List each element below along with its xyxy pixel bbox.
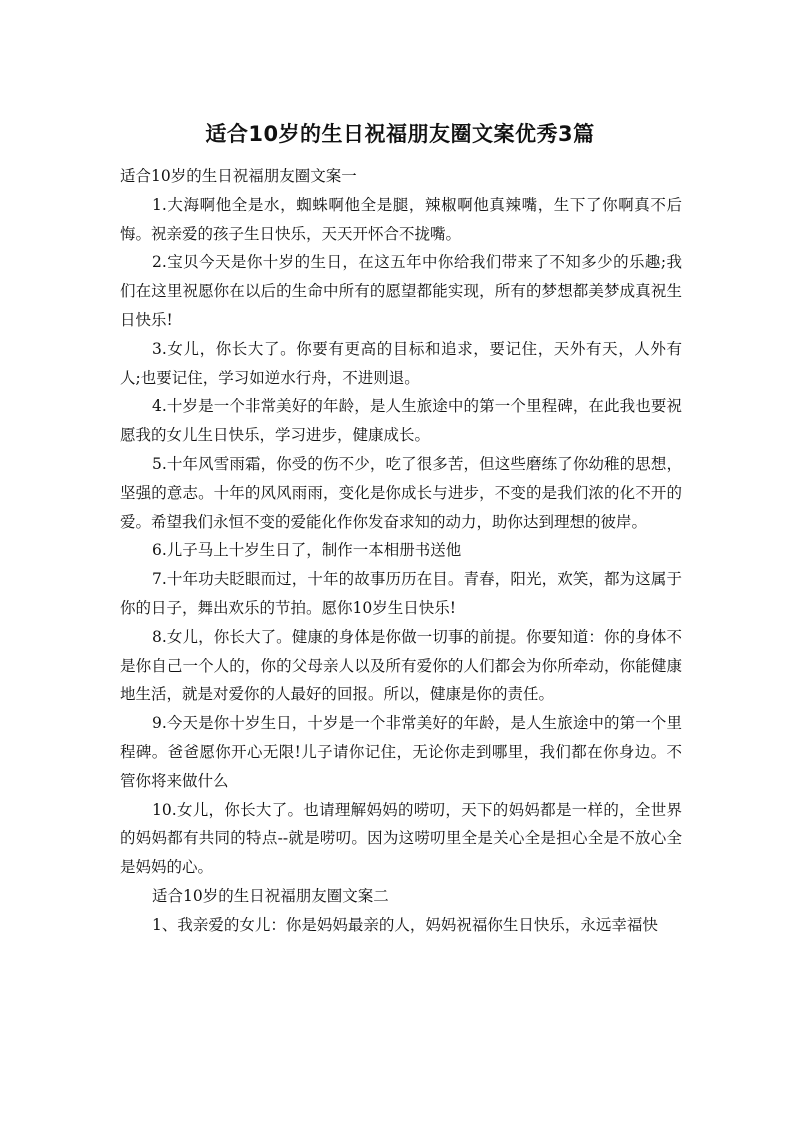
- section-heading-1: 适合10岁的生日祝福朋友圈文案一: [120, 167, 357, 185]
- wish-item-1: 1.大海啊他全是水，蜘蛛啊他全是腿，辣椒啊他真辣嘴，生下了你啊真不后悔。祝亲爱的孩子生日快乐，天天开怀合不拢嘴。: [120, 195, 682, 243]
- wish-item-5: 5.十年风雪雨霜，你受的伤不少，吃了很多苦，但这些磨练了你幼稚的思想，坚强的意志。十年的风风雨雨，变化是你成长与进步，不变的是我们浓的化不开的爱。希望我们永恒不变的爱能化作你发奋求知的动力，助你达到理想的彼岸。: [120, 454, 682, 531]
- wish-item-6: 6.儿子马上十岁生日了，制作一本相册书送他: [152, 541, 462, 560]
- wish-item-10: 10.女儿，你长大了。也请理解妈妈的唠叨，天下的妈妈都是一样的，全世界的妈妈都有共同的特点--就是唠叨。因为这唠叨里全是关心全是担心全是不放心全是妈妈的心。: [120, 800, 682, 877]
- document-title: 适合10岁的生日祝福朋友圈文案优秀3篇: [205, 122, 595, 146]
- wish-item-4: 4.十岁是一个非常美好的年龄，是人生旅途中的第一个里程碑，在此我也要祝愿我的女儿生日快乐，学习进步，健康成长。: [120, 397, 682, 445]
- document-body: [120, 162, 682, 940]
- wish-item-3: 3.女儿，你长大了。你要有更高的目标和追求，要记住，天外有天，人外有人;也要记住，学习如逆水行舟，不进则退。: [120, 339, 682, 387]
- section-heading-2: 适合10岁的生日祝福朋友圈文案二: [152, 886, 389, 905]
- wish-item-2: 2.宝贝今天是你十岁的生日，在这五年中你给我们带来了不知多少的乐趣;我们在这里祝愿你在以后的生命中所有的愿望都能实现，所有的梦想都美梦成真祝生日快乐!: [120, 253, 682, 329]
- section2-item-1: 1、我亲爱的女儿：你是妈妈最亲的人，妈妈祝福你生日快乐，永远幸福快: [152, 915, 658, 934]
- wish-item-8: 8.女儿，你长大了。健康的身体是你做一切事的前提。你要知道：你的身体不是你自己一个人的，你的父母亲人以及所有爱你的人们都会为你所牵动，你能健康地生活，就是对爱你的人最好的回报。所以，健康是你的责任。: [120, 627, 682, 704]
- wish-item-9: 9.今天是你十岁生日，十岁是一个非常美好的年龄，是人生旅途中的第一个里程碑。爸爸愿你开心无限!儿子请你记住，无论你走到哪里，我们都在你身边。不管你将来做什么: [120, 714, 682, 790]
- wish-item-7: 7.十年功夫眨眼而过，十年的故事历历在目。青春，阳光，欢笑，都为这属于你的日子，舞出欢乐的节拍。愿你10岁生日快乐!: [120, 570, 682, 617]
